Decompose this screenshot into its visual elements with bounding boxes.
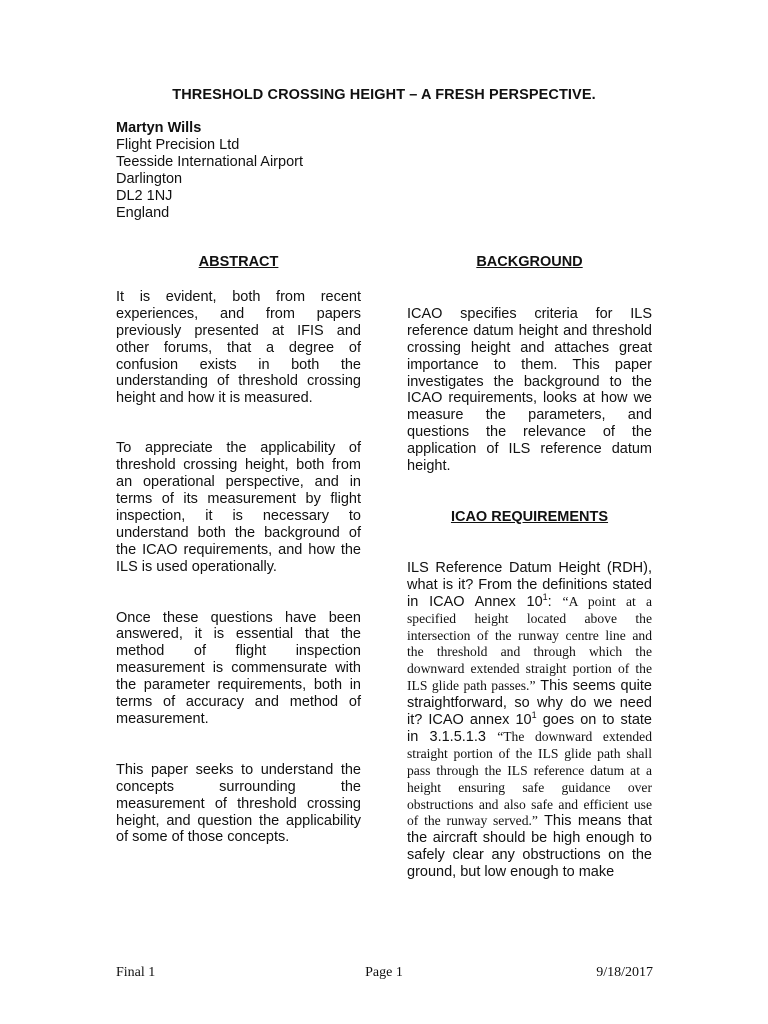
- icao-quote: “The downward extended straight portion of the ILS glide path shall pass through the ILS reference datum at a height ensuring safe guidance over obstructions and also safe and efficient use of the runway served.”: [407, 728, 652, 829]
- background-paragraph: ICAO specifies criteria for ILS reference datum height and threshold crossing height and attaches great importance to them. This paper investigates the background to the ICAO requirements, looks at how we measure the parameters, and questions the relevance of the application of ILS reference datum height.: [407, 305, 652, 475]
- left-column: [116, 254, 361, 846]
- background-heading: BACKGROUND: [476, 254, 583, 270]
- author-block: [116, 120, 303, 222]
- abstract-paragraph: To appreciate the applicability of threshold crossing height, both from an operational perspective, and in terms of its measurement by flight inspection, it is necessary to understand both the background of the ICAO requirements, and how the ILS is used operationally.: [116, 440, 361, 575]
- author-name: Martyn Wills: [116, 120, 202, 136]
- footer-date: 9/18/2017: [596, 965, 653, 980]
- abstract-paragraph: This paper seeks to understand the concepts surrounding the measurement of threshold crossing height, and question the applicability of some of those concepts.: [116, 761, 361, 846]
- abstract-paragraph: Once these questions have been answered, it is essential that the method of flight inspection measurement is commensurate with the parameter requirements, both in terms of accuracy and method of measurement.: [116, 609, 361, 727]
- affiliation-line: Teesside International Airport: [116, 154, 303, 170]
- right-column: [407, 254, 652, 881]
- icao-text: goes on to state in 3.1.5.1.3: [407, 712, 652, 745]
- affiliation-line: DL2 1NJ: [116, 188, 173, 204]
- abstract-heading: ABSTRACT: [198, 254, 279, 270]
- icao-text: This means that the aircraft should be high enough to safely clear any obstructions on the ground, but low enough to make: [407, 813, 652, 881]
- affiliation-line: Flight Precision Ltd: [116, 137, 240, 153]
- footnote-ref: 1: [531, 710, 537, 721]
- icao-paragraph: [407, 560, 652, 881]
- footnote-ref: 1: [542, 591, 548, 602]
- affiliation-line: England: [116, 205, 170, 221]
- footer-page-number: Page 1: [365, 965, 403, 980]
- icao-text: ILS Reference Datum Height (RDH), what is it? From the definitions stated in ICAO Annex 10: [407, 559, 652, 610]
- footer-version: Final 1: [116, 965, 156, 980]
- abstract-paragraph: It is evident, both from recent experiences, and from papers previously presented at IFIS and other forums, that a degree of confusion exists in both the understanding of threshold crossing height and how it is measured.: [116, 288, 361, 407]
- icao-text: :: [547, 593, 563, 610]
- icao-text: This seems quite straightforward, so why do we need it? ICAO annex 10: [407, 678, 652, 729]
- paper-title: THRESHOLD CROSSING HEIGHT – A FRESH PERSPECTIVE.: [172, 87, 596, 103]
- affiliation-line: Darlington: [116, 171, 183, 187]
- icao-heading: ICAO REQUIREMENTS: [450, 508, 609, 525]
- icao-quote: “A point at a specified height located above the intersection of the runway centre line and the threshold and through which the downward extended straight portion of the ILS glide path passes.”: [407, 593, 652, 694]
